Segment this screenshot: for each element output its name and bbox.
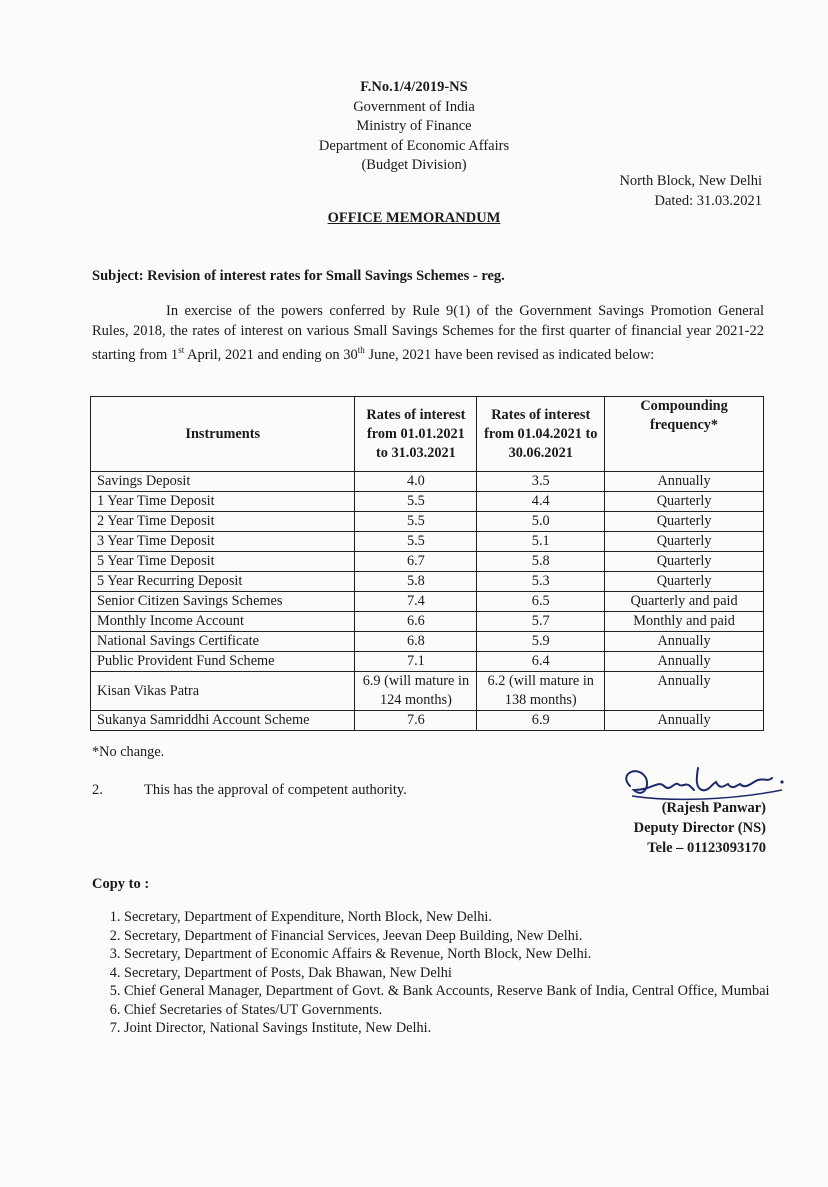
old-rate-cell: 7.6 <box>355 711 477 731</box>
new-rate-cell: 5.3 <box>477 572 605 592</box>
old-rate-cell: 5.5 <box>355 492 477 512</box>
letterhead <box>0 78 828 176</box>
new-rate-cell: 5.9 <box>477 632 605 652</box>
compounding-cell: Quarterly <box>605 532 764 552</box>
list-item: 7. Joint Director, National Savings Institute, New Delhi. <box>124 1019 804 1038</box>
instrument-cell: Monthly Income Account <box>91 612 355 632</box>
old-rate-cell: 5.5 <box>355 512 477 532</box>
new-rate-cell: 3.5 <box>477 472 605 492</box>
body-sup-2: th <box>357 345 365 355</box>
government-name: Government of India <box>353 98 475 115</box>
new-rate-cell: 6.2 (will mature in 138 months) <box>477 672 605 711</box>
new-rate-cell: 6.4 <box>477 652 605 672</box>
instrument-cell: 3 Year Time Deposit <box>91 532 355 552</box>
approval-number: 2. <box>92 782 103 798</box>
table-row <box>91 472 764 492</box>
header-old-rate: Rates of interest from 01.01.2021 to 31.03.2021 <box>355 397 477 472</box>
list-item: 1. Secretary, Department of Expenditure, North Block, New Delhi. <box>124 908 804 927</box>
list-item: 2. Secretary, Department of Financial Services, Jeevan Deep Building, New Delhi. <box>124 927 804 946</box>
old-rate-cell: 7.4 <box>355 592 477 612</box>
subject-line: Subject: Revision of interest rates for Small Savings Schemes - reg. <box>92 268 505 284</box>
compounding-cell: Annually <box>605 711 764 731</box>
compounding-cell: Quarterly <box>605 572 764 592</box>
compounding-cell: Quarterly <box>605 512 764 532</box>
signature-block <box>634 798 766 858</box>
list-item: 6. Chief Secretaries of States/UT Governments. <box>124 1001 804 1020</box>
new-rate-cell: 5.8 <box>477 552 605 572</box>
table-header-row <box>91 397 764 472</box>
list-item: 3. Secretary, Department of Economic Affairs & Revenue, North Block, New Delhi. <box>124 945 804 964</box>
instrument-cell: National Savings Certificate <box>91 632 355 652</box>
no-change-note: *No change. <box>92 744 165 760</box>
old-rate-cell: 6.9 (will mature in 124 months) <box>355 672 477 711</box>
list-item: 5. Chief General Manager, Department of Govt. & Bank Accounts, Reserve Bank of India, Central Office, Mumbai <box>124 982 804 1001</box>
interest-rates-table <box>90 396 764 731</box>
body-text-3: June, 2021 have been revised as indicated below: <box>364 346 655 363</box>
table-row <box>91 492 764 512</box>
approval-text: This has the approval of competent authority. <box>144 782 407 798</box>
table-row <box>91 532 764 552</box>
table-row <box>91 711 764 731</box>
compounding-cell: Monthly and paid <box>605 612 764 632</box>
copy-to-label: Copy to : <box>92 876 150 892</box>
compounding-cell: Annually <box>605 472 764 492</box>
dated: Dated: 31.03.2021 <box>654 192 762 209</box>
new-rate-cell: 5.1 <box>477 532 605 552</box>
location: North Block, New Delhi <box>619 173 762 189</box>
table-row <box>91 592 764 612</box>
memo-title: OFFICE MEMORANDUM <box>327 210 501 226</box>
instrument-cell: 1 Year Time Deposit <box>91 492 355 512</box>
signatory-telephone: Tele – 01123093170 <box>647 840 766 856</box>
body-paragraph <box>92 302 764 365</box>
table-row <box>91 552 764 572</box>
instrument-cell: Kisan Vikas Patra <box>91 672 355 711</box>
department-name: Department of Economic Affairs <box>318 137 510 154</box>
compounding-cell: Annually <box>605 632 764 652</box>
body-text-1: In exercise of the powers conferred by Rule 9(1) of the Government Savings Promotion General Rules, 2018, the rates of interest on various Small Savings Schemes for the first quarter of financial year 2021-22 starting from 1 <box>92 303 764 363</box>
new-rate-cell: 5.7 <box>477 612 605 632</box>
new-rate-cell: 6.5 <box>477 592 605 612</box>
old-rate-cell: 6.6 <box>355 612 477 632</box>
header-instruments: Instruments <box>91 397 355 472</box>
instrument-cell: 2 Year Time Deposit <box>91 512 355 532</box>
compounding-cell: Annually <box>605 652 764 672</box>
table-row <box>91 672 764 711</box>
header-compounding: Compounding frequency* <box>605 397 764 472</box>
old-rate-cell: 4.0 <box>355 472 477 492</box>
place-and-date <box>619 172 762 211</box>
copy-to-list <box>96 908 804 1038</box>
table-row <box>91 612 764 632</box>
signatory-designation: Deputy Director (NS) <box>633 820 766 836</box>
compounding-cell: Quarterly <box>605 492 764 512</box>
new-rate-cell: 6.9 <box>477 711 605 731</box>
table-row <box>91 652 764 672</box>
old-rate-cell: 6.7 <box>355 552 477 572</box>
approval-line <box>92 782 407 799</box>
table-row <box>91 632 764 652</box>
body-sup-1: st <box>178 345 185 355</box>
instrument-cell: Sukanya Samriddhi Account Scheme <box>91 711 355 731</box>
instrument-cell: Public Provident Fund Scheme <box>91 652 355 672</box>
instrument-cell: Savings Deposit <box>91 472 355 492</box>
old-rate-cell: 6.8 <box>355 632 477 652</box>
compounding-cell: Annually <box>605 672 764 711</box>
signatory-name: (Rajesh Panwar) <box>661 800 766 816</box>
compounding-cell: Quarterly <box>605 552 764 572</box>
ministry-name: Ministry of Finance <box>356 118 472 134</box>
new-rate-cell: 4.4 <box>477 492 605 512</box>
header-new-rate: Rates of interest from 01.04.2021 to 30.06.2021 <box>477 397 605 472</box>
body-text-2: April, 2021 and ending on 30 <box>184 346 358 363</box>
old-rate-cell: 7.1 <box>355 652 477 672</box>
table-row <box>91 572 764 592</box>
file-number: F.No.1/4/2019-NS <box>360 79 468 95</box>
table-row <box>91 512 764 532</box>
instrument-cell: Senior Citizen Savings Schemes <box>91 592 355 612</box>
division-name: (Budget Division) <box>361 157 467 173</box>
instrument-cell: 5 Year Recurring Deposit <box>91 572 355 592</box>
new-rate-cell: 5.0 <box>477 512 605 532</box>
old-rate-cell: 5.5 <box>355 532 477 552</box>
compounding-cell: Quarterly and paid <box>605 592 764 612</box>
old-rate-cell: 5.8 <box>355 572 477 592</box>
instrument-cell: 5 Year Time Deposit <box>91 552 355 572</box>
list-item: 4. Secretary, Department of Posts, Dak Bhawan, New Delhi <box>124 964 804 983</box>
